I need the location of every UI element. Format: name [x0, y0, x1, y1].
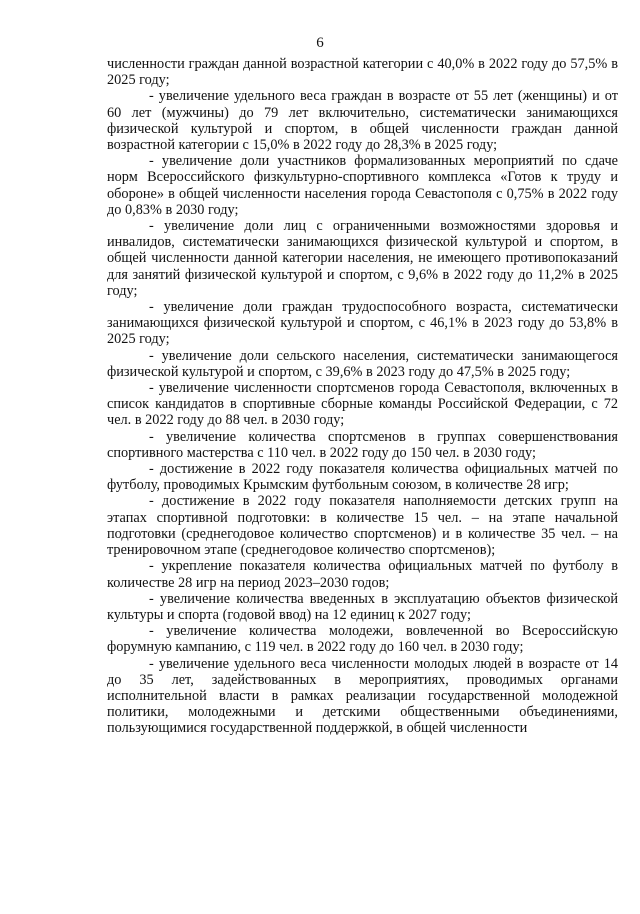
document-body — [107, 56, 618, 737]
paragraph-list-item: - увеличение количества спортсменов в группах совершенствования спортивного мастерства с 110 чел. в 2022 году до 150 чел. в 2030 году; — [107, 428, 618, 461]
paragraph-list-item: - увеличение количества молодежи, вовлеченной во Всероссийскую форумную кампанию, с 119 чел. в 2022 году до 160 чел. в 2030 году; — [107, 623, 618, 656]
paragraph-list-item: - увеличение доли сельского населения, систематически занимающегося физической культурой и спортом, с 39,6% в 2023 году до 47,5% в 2025 году; — [107, 347, 618, 380]
paragraph-list-item: - увеличение доли лиц с ограниченными возможностями здоровья и инвалидов, систематически занимающихся физической культурой и спортом, в общей численности данной категории населения, не имеющего противопоказаний для занятий физической культурой и спортом, с 9,6% в 2022 году до 11,2% в 2025 году; — [107, 218, 618, 299]
paragraph-list-item: - увеличение удельного веса численности молодых людей в возрасте от 14 до 35 лет, задействованных в мероприятиях, проводимых органами исполнительной власти в рамках реализации государственной молодежной политики, молодежными и детскими общественными объединениями, пользующимися государственной поддержкой, в общей численности — [107, 655, 618, 737]
paragraph-list-item: - достижение в 2022 году показателя наполняемости детских групп на этапах спортивной подготовки: в количестве 15 чел. – на этапе начальной подготовки (среднегодовое количество спортсменов) и в количестве 35 чел. – на тренировочном этапе (среднегодовое количество спортсменов); — [107, 493, 618, 559]
paragraph-list-item: - увеличение доли граждан трудоспособного возраста, систематически занимающихся физической культурой и спортом, с 46,1% в 2023 году до 53,8% в 2025 году; — [107, 299, 618, 348]
paragraph-list-item: - укрепление показателя количества официальных матчей по футболу в количестве 28 игр на период 2023–2030 годов; — [107, 558, 618, 591]
paragraph-list-item: - увеличение численности спортсменов города Севастополя, включенных в список кандидатов в спортивные сборные команды Российской Федерации, с 72 чел. в 2022 году до 88 чел. в 2030 году; — [107, 380, 618, 429]
paragraph-continuation: численности граждан данной возрастной категории с 40,0% в 2022 году до 57,5% в 2025 году; — [107, 56, 618, 89]
page-number: 6 — [316, 35, 324, 51]
paragraph-list-item: - достижение в 2022 году показателя количества официальных матчей по футболу, проводимых Крымским футбольным союзом, в количестве 28 игр; — [107, 461, 618, 494]
paragraph-list-item: - увеличение удельного веса граждан в возрасте от 55 лет (женщины) и от 60 лет (мужчины) до 79 лет включительно, систематически занимающихся физической культурой и спортом, в общей численности граждан данной возрастной категории с 15,0% в 2022 году до 28,3% в 2025 году; — [107, 88, 618, 154]
paragraph-list-item: - увеличение доли участников формализованных мероприятий по сдаче норм Всероссийского физкультурно-спортивного комплекса «Готов к труду и обороне» в общей численности населения города Севастополя с 0,75% в 2022 году до 0,83% в 2030 году; — [107, 153, 618, 218]
paragraph-list-item: - увеличение количества введенных в эксплуатацию объектов физической культуры и спорта (годовой ввод) на 12 единиц к 2027 году; — [107, 590, 618, 623]
